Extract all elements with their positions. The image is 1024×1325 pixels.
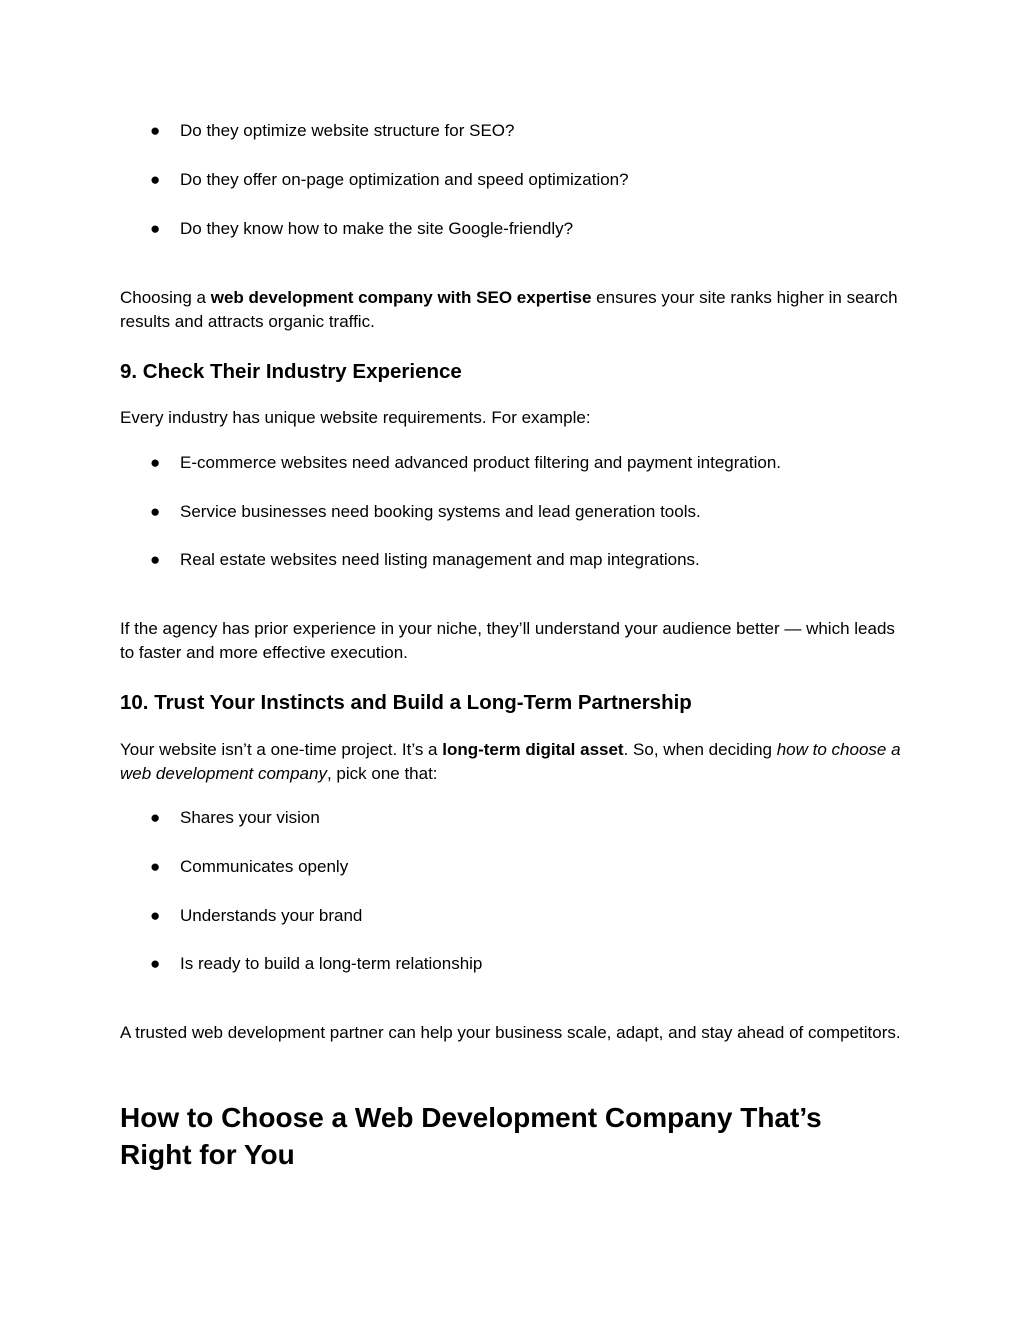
heading-how-to-choose: How to Choose a Web Development Company That’s Right for You — [120, 1102, 822, 1170]
bullet-icon: ● — [150, 219, 161, 238]
bullet-icon: ● — [150, 550, 161, 569]
paragraph-digital-asset: Your website isn’t a one-time project. It’s a long-term digital asset. So, when deciding how to choose a web development company, pick one that: — [120, 740, 901, 783]
bullet-icon: ● — [150, 808, 161, 827]
list-item: ● Service businesses need booking systems and lead generation tools. — [150, 500, 910, 524]
list-item: ● Is ready to build a long-term relationship — [150, 952, 910, 976]
paragraph-niche: If the agency has prior experience in your niche, they’ll understand your audience better — which leads to faster and more effective execution. — [120, 619, 895, 662]
heading-long-term-partnership: 10. Trust Your Instincts and Build a Long-Term Partnership — [120, 691, 692, 714]
heading-industry-experience: 9. Check Their Industry Experience — [120, 360, 462, 383]
bullet-icon: ● — [150, 453, 161, 472]
bullet-icon: ● — [150, 502, 161, 521]
list-item: ● Shares your vision — [150, 806, 910, 830]
list-item: ● Understands your brand — [150, 904, 910, 928]
paragraph-industry: Every industry has unique website requirements. For example: — [120, 408, 591, 427]
bullet-icon: ● — [150, 954, 161, 973]
list-item: ● Communicates openly — [150, 855, 910, 879]
list-item: ● Real estate websites need listing management and map integrations. — [150, 548, 910, 572]
paragraph-seo: Choosing a web development company with SEO expertise ensures your site ranks higher in search results and attracts organic traffic. — [120, 288, 898, 331]
list-item: ● Do they know how to make the site Google-friendly? — [150, 217, 910, 241]
bullet-icon: ● — [150, 170, 161, 189]
bullet-icon: ● — [150, 906, 161, 925]
list-item: ● E-commerce websites need advanced product filtering and payment integration. — [150, 451, 910, 475]
bullet-icon: ● — [150, 857, 161, 876]
list-item: ● Do they offer on-page optimization and speed optimization? — [150, 168, 910, 192]
list-item: ● Do they optimize website structure for SEO? — [150, 119, 910, 143]
paragraph-partner: A trusted web development partner can help your business scale, adapt, and stay ahead of competitors. — [120, 1023, 901, 1042]
bullet-icon: ● — [150, 121, 161, 140]
